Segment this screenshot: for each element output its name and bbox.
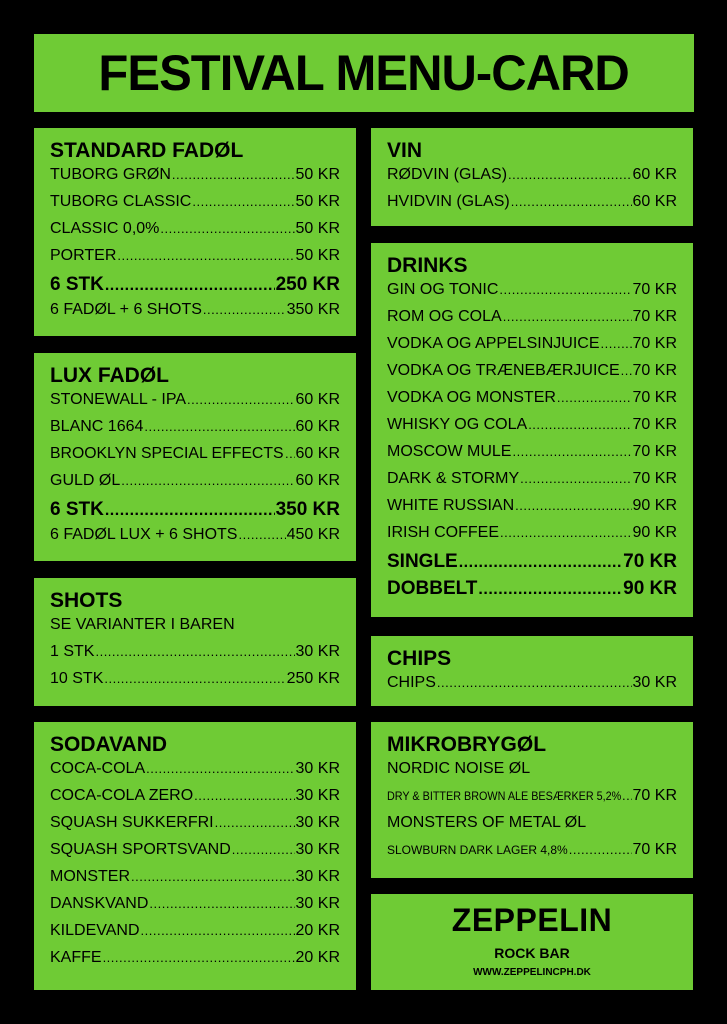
section-title: STANDARD FADØL	[50, 139, 244, 162]
item-price: 70 KR	[632, 389, 677, 406]
dot-leader	[215, 815, 295, 830]
item-name: SLOWBURN DARK LAGER 4,8%	[387, 843, 568, 857]
item-name: STONEWALL - IPA	[50, 391, 187, 408]
item-price: 50 KR	[295, 193, 340, 210]
item-price: 30 KR	[295, 895, 340, 912]
dot-leader	[569, 842, 632, 857]
item-price: 70 KR	[632, 443, 677, 460]
item-name: BLANC 1664	[50, 418, 144, 435]
dot-leader	[508, 167, 632, 182]
menu-item	[387, 497, 677, 524]
shots-note: SE VARIANTER I BAREN	[50, 616, 235, 633]
menu-item-single	[387, 551, 677, 578]
menu-item	[50, 445, 340, 472]
dot-leader	[95, 644, 294, 659]
section-chips	[371, 636, 693, 706]
menu-item	[387, 470, 677, 497]
dot-leader	[131, 869, 295, 884]
item-name: 6 STK	[50, 499, 104, 520]
item-name: DANSKVAND	[50, 895, 149, 912]
menu-item	[50, 166, 340, 193]
item-price: 90 KR	[623, 578, 677, 599]
menu-item	[50, 814, 340, 841]
menu-item	[50, 760, 340, 787]
item-name: COCA-COLA ZERO	[50, 787, 194, 804]
item-price: 50 KR	[295, 166, 340, 183]
section-standard-fadol	[34, 128, 356, 336]
section-sodavand	[34, 722, 356, 990]
item-name: RØDVIN (GLAS)	[387, 166, 508, 183]
title-banner	[34, 34, 694, 112]
menu-item	[387, 443, 677, 470]
section-title: SHOTS	[50, 589, 123, 612]
item-name: DARK & STORMY	[387, 470, 520, 487]
dot-leader	[144, 419, 294, 434]
item-name: 6 FADØL LUX + 6 SHOTS	[50, 526, 238, 543]
section-title: LUX FADØL	[50, 364, 169, 387]
dot-leader	[478, 581, 622, 599]
item-price: 70 KR	[632, 308, 677, 325]
item-name: WHISKY OG COLA	[387, 416, 528, 433]
menu-item-bundle	[50, 499, 340, 526]
brand-panel	[371, 894, 693, 990]
dot-leader	[160, 221, 294, 236]
dot-leader	[103, 950, 295, 965]
section-lux-fadol	[34, 353, 356, 561]
menu-item	[387, 841, 677, 868]
item-price: 70 KR	[632, 841, 677, 858]
section-mikrobrygol	[371, 722, 693, 878]
item-price: 90 KR	[632, 524, 677, 541]
menu-item	[387, 524, 677, 551]
item-name: IRISH COFFEE	[387, 524, 500, 541]
section-vin	[371, 128, 693, 226]
menu-item	[50, 868, 340, 895]
item-price: 20 KR	[295, 922, 340, 939]
item-name: 6 FADØL + 6 SHOTS	[50, 301, 202, 318]
item-name: PORTER	[50, 247, 117, 264]
item-price: 30 KR	[295, 787, 340, 804]
item-name: CLASSIC 0,0%	[50, 220, 160, 237]
item-price: 60 KR	[295, 418, 340, 435]
menu-item	[387, 362, 677, 389]
item-price: 350 KR	[286, 301, 340, 318]
section-title: CHIPS	[387, 647, 452, 670]
dot-leader	[285, 446, 295, 461]
item-name: GULD ØL	[50, 472, 121, 489]
menu-item	[387, 335, 677, 362]
item-name: 1 STK	[50, 643, 95, 660]
menu-item-double	[387, 578, 677, 605]
item-name: COCA-COLA	[50, 760, 146, 777]
item-price: 70 KR	[632, 416, 677, 433]
menu-item	[387, 389, 677, 416]
brand-logo: ZEPPELIN	[451, 902, 613, 938]
section-title: DRINKS	[387, 254, 468, 277]
dot-leader	[622, 788, 632, 803]
item-price: 60 KR	[295, 391, 340, 408]
beer-name: MONSTERS OF METAL ØL	[387, 814, 587, 831]
menu-item	[50, 220, 340, 247]
item-price: 30 KR	[295, 814, 340, 831]
item-price: 50 KR	[295, 220, 340, 237]
dot-leader	[557, 390, 632, 405]
dot-leader	[121, 473, 294, 488]
item-price: 60 KR	[632, 166, 677, 183]
menu-item	[50, 841, 340, 868]
item-price: 30 KR	[295, 760, 340, 777]
brand-url: WWW.ZEPPELINCPH.DK	[473, 967, 591, 978]
dot-leader	[105, 502, 275, 520]
item-price: 30 KR	[632, 674, 677, 691]
item-name: HVIDVIN (GLAS)	[387, 193, 510, 210]
dot-leader	[459, 554, 622, 572]
menu-item	[387, 166, 677, 193]
dot-leader	[437, 675, 632, 690]
dot-leader	[528, 417, 631, 432]
item-name: SQUASH SPORTSVAND	[50, 841, 231, 858]
item-price: 30 KR	[295, 868, 340, 885]
beer-name: NORDIC NOISE ØL	[387, 760, 531, 777]
item-name: GIN OG TONIC	[387, 281, 499, 298]
dot-leader	[187, 392, 295, 407]
dot-leader	[499, 282, 631, 297]
item-price: 70 KR	[623, 551, 677, 572]
item-price: 70 KR	[632, 787, 677, 804]
item-name: KILDEVAND	[50, 922, 140, 939]
menu-item	[50, 787, 340, 814]
item-price: 90 KR	[632, 497, 677, 514]
dot-leader	[105, 277, 275, 295]
menu-item	[50, 922, 340, 949]
item-name: ROM OG COLA	[387, 308, 502, 325]
item-name: DRY & BITTER BROWN ALE BESÆRKER 5,2%	[387, 789, 622, 803]
dot-leader	[511, 194, 632, 209]
item-name: TUBORG CLASSIC	[50, 193, 192, 210]
item-price: 60 KR	[632, 193, 677, 210]
dot-leader	[104, 671, 285, 686]
item-name: CHIPS	[387, 674, 436, 691]
item-price: 350 KR	[275, 499, 340, 520]
dot-leader	[601, 336, 632, 351]
menu-item	[387, 281, 677, 308]
section-title: VIN	[387, 139, 423, 162]
dot-leader	[512, 444, 631, 459]
menu-item	[50, 301, 340, 328]
item-price: 30 KR	[295, 841, 340, 858]
dot-leader	[520, 471, 631, 486]
menu-item	[50, 391, 340, 418]
item-name: KAFFE	[50, 949, 102, 966]
item-price: 70 KR	[632, 335, 677, 352]
dot-leader	[232, 842, 295, 857]
dot-leader	[117, 248, 294, 263]
item-name: SINGLE	[387, 551, 458, 572]
dot-leader	[503, 309, 632, 324]
item-price: 70 KR	[632, 281, 677, 298]
item-name: MONSTER	[50, 868, 130, 885]
item-name: WHITE RUSSIAN	[387, 497, 515, 514]
menu-item	[50, 949, 340, 976]
menu-item	[50, 670, 340, 697]
item-price: 450 KR	[286, 526, 340, 543]
item-name: SQUASH SUKKERFRI	[50, 814, 214, 831]
menu-item	[50, 193, 340, 220]
menu-item	[387, 193, 677, 220]
item-name: VODKA OG APPELSINJUICE	[387, 335, 600, 352]
item-name: BROOKLYN SPECIAL EFFECTS	[50, 445, 284, 462]
menu-item	[387, 787, 677, 814]
menu-item	[50, 526, 340, 553]
dot-leader	[500, 525, 632, 540]
section-title: SODAVAND	[50, 733, 168, 756]
menu-item	[50, 247, 340, 274]
section-shots	[34, 578, 356, 706]
dot-leader	[146, 761, 294, 776]
dot-leader	[238, 527, 285, 542]
item-name: TUBORG GRØN	[50, 166, 171, 183]
menu-item-bundle	[50, 274, 340, 301]
item-name: VODKA OG TRÆNEBÆRJUICE	[387, 362, 620, 379]
item-name: DOBBELT	[387, 578, 478, 599]
section-title: MIKROBRYGØL	[387, 733, 547, 756]
menu-item	[387, 674, 677, 701]
dot-leader	[621, 363, 632, 378]
item-name: 6 STK	[50, 274, 104, 295]
menu-item	[387, 416, 677, 443]
dot-leader	[192, 194, 294, 209]
dot-leader	[172, 167, 295, 182]
item-price: 30 KR	[295, 643, 340, 660]
menu-item	[50, 643, 340, 670]
dot-leader	[141, 923, 295, 938]
dot-leader	[194, 788, 294, 803]
dot-leader	[515, 498, 631, 513]
item-price: 250 KR	[275, 274, 340, 295]
section-drinks	[371, 243, 693, 617]
menu-item	[50, 472, 340, 499]
item-price: 70 KR	[632, 470, 677, 487]
dot-leader	[149, 896, 294, 911]
dot-leader	[203, 302, 286, 317]
brand-subtitle: ROCK BAR	[494, 945, 570, 961]
item-price: 20 KR	[295, 949, 340, 966]
item-price: 60 KR	[295, 472, 340, 489]
menu-item	[50, 418, 340, 445]
item-price: 70 KR	[632, 362, 677, 379]
item-name: VODKA OG MONSTER	[387, 389, 556, 406]
menu-item	[387, 308, 677, 335]
item-name: MOSCOW MULE	[387, 443, 512, 460]
item-name: 10 STK	[50, 670, 104, 687]
item-price: 250 KR	[286, 670, 340, 687]
item-price: 50 KR	[295, 247, 340, 264]
page-title: FESTIVAL MENU-CARD	[98, 45, 630, 101]
item-price: 60 KR	[295, 445, 340, 462]
menu-item	[50, 895, 340, 922]
